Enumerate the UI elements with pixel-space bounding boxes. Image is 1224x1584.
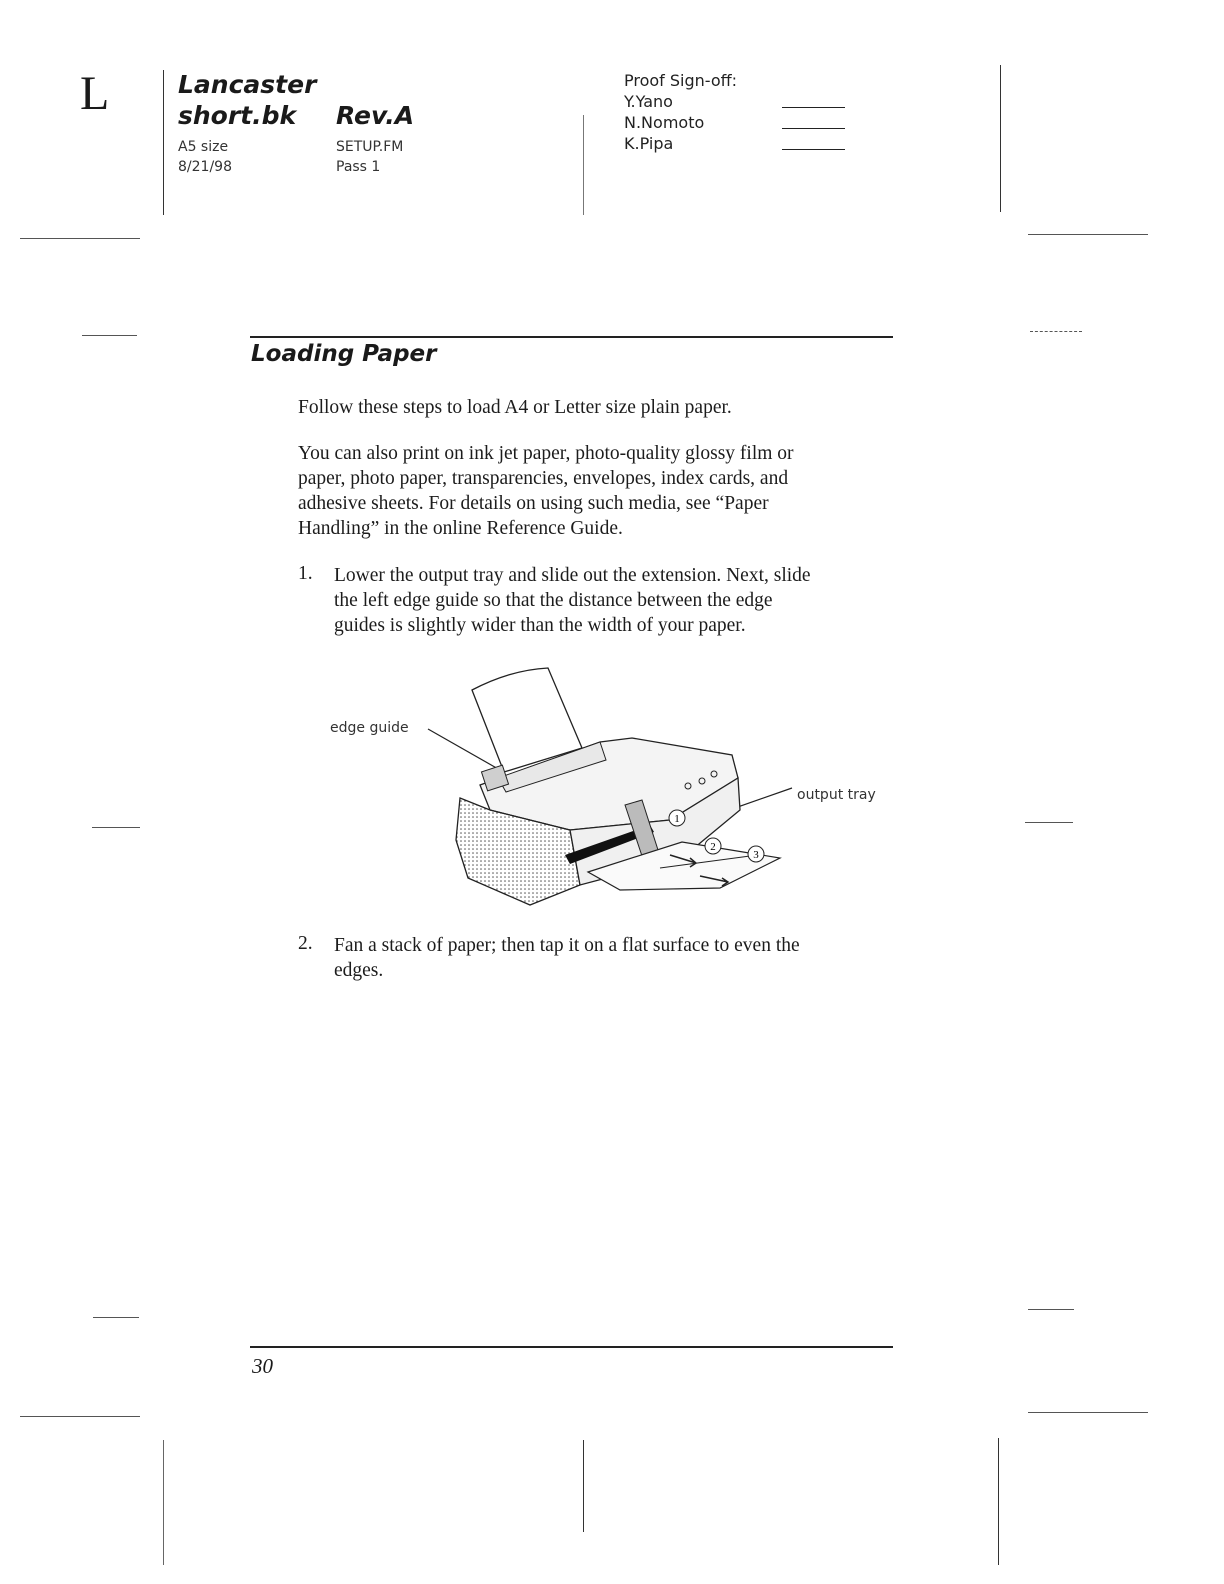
crop-mark bbox=[1025, 822, 1073, 823]
header-margin-line bbox=[163, 70, 164, 215]
proof-name: K.Pipa bbox=[624, 134, 674, 153]
right-margin-line bbox=[1000, 65, 1001, 212]
crop-mark bbox=[1028, 1309, 1074, 1310]
text-line: Handling” in the online Reference Guide. bbox=[298, 518, 623, 539]
signature-line bbox=[782, 107, 845, 108]
output-tray-label: output tray bbox=[797, 787, 876, 803]
section-rule bbox=[250, 336, 893, 338]
edge-guide-label: edge guide bbox=[330, 720, 409, 736]
revision: Rev.A bbox=[336, 101, 415, 130]
media-paragraph bbox=[298, 441, 794, 541]
section-title: Loading Paper bbox=[251, 341, 437, 367]
callout-2 bbox=[705, 838, 721, 854]
intro-paragraph: Follow these steps to load A4 or Letter size plain paper. bbox=[298, 397, 732, 418]
crop-mark bbox=[1030, 331, 1082, 332]
book-title-2: short.bk bbox=[178, 101, 297, 130]
text-line: Fan a stack of paper; then tap it on a flat surface to even the bbox=[334, 935, 800, 956]
text-line: the left edge guide so that the distance between the edge bbox=[334, 590, 773, 611]
text-line: adhesive sheets. For details on using such media, see “Paper bbox=[298, 493, 769, 514]
crop-mark bbox=[20, 1416, 140, 1417]
size-label: A5 size bbox=[178, 139, 229, 155]
svg-text:2: 2 bbox=[710, 841, 716, 853]
text-line: Lower the output tray and slide out the extension. Next, slide bbox=[334, 565, 811, 586]
svg-text:3: 3 bbox=[753, 849, 759, 861]
date-label: 8/21/98 bbox=[178, 159, 232, 175]
proof-name: N.Nomoto bbox=[624, 113, 705, 132]
book-title-1: Lancaster bbox=[178, 70, 317, 99]
header-divider bbox=[583, 115, 584, 215]
page-number: 30 bbox=[252, 1354, 273, 1378]
text-line: You can also print on ink jet paper, photo-quality glossy film or bbox=[298, 443, 794, 464]
crop-mark bbox=[163, 1440, 164, 1565]
text-line: paper, photo paper, transparencies, envelopes, index cards, and bbox=[298, 468, 789, 489]
callout-1 bbox=[669, 810, 685, 826]
pass-label: Pass 1 bbox=[336, 159, 381, 175]
svg-text:1: 1 bbox=[674, 813, 680, 825]
crop-mark bbox=[93, 1317, 139, 1318]
printer-illustration bbox=[420, 660, 800, 910]
crop-mark bbox=[82, 335, 137, 336]
file-label: SETUP.FM bbox=[336, 139, 404, 155]
crop-mark bbox=[20, 238, 140, 239]
text-line: edges. bbox=[334, 960, 384, 981]
crop-mark bbox=[1028, 234, 1148, 235]
proof-signoff bbox=[624, 70, 737, 154]
crop-mark bbox=[583, 1440, 584, 1532]
step-text bbox=[334, 933, 800, 983]
proof-name: Y.Yano bbox=[624, 92, 673, 111]
proof-heading: Proof Sign-off: bbox=[624, 71, 738, 90]
signature-line bbox=[782, 128, 845, 129]
crop-mark bbox=[92, 827, 140, 828]
callout-3 bbox=[748, 846, 764, 862]
footer-rule bbox=[250, 1346, 893, 1348]
text-line: guides is slightly wider than the width of your paper. bbox=[334, 615, 746, 636]
signature-line bbox=[782, 149, 845, 150]
crop-mark bbox=[1028, 1412, 1148, 1413]
crop-mark bbox=[998, 1438, 999, 1565]
step-number: 1. bbox=[298, 563, 313, 584]
step-number: 2. bbox=[298, 933, 313, 954]
step-text bbox=[334, 563, 811, 638]
chapter-letter: L bbox=[80, 67, 110, 120]
